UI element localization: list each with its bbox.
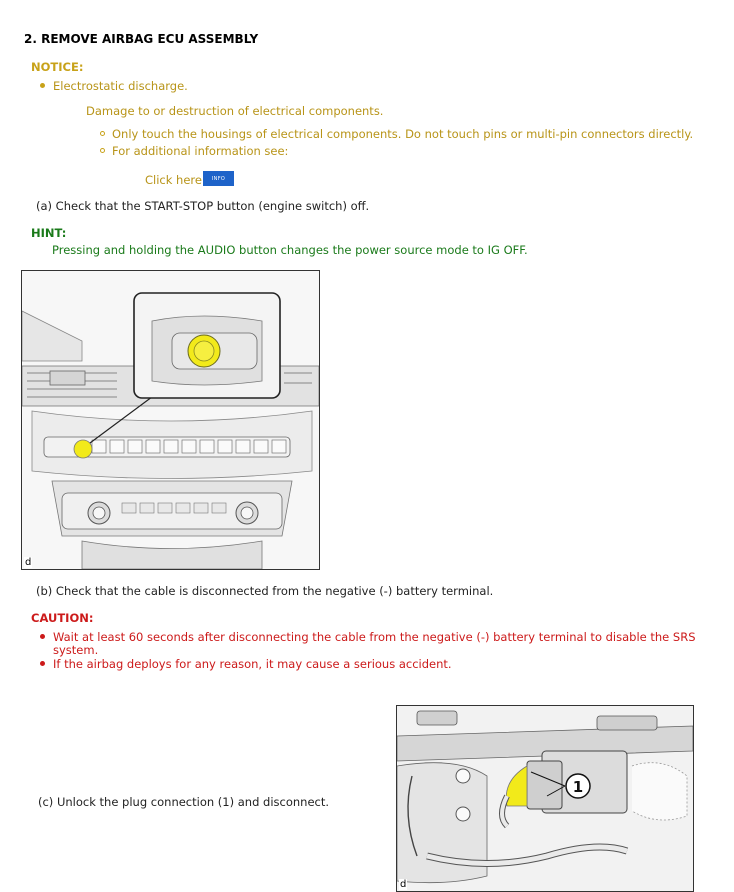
notice-heading: NOTICE: — [31, 60, 84, 74]
notice-item-2: For additional information see: — [112, 144, 289, 158]
step-c: (c) Unlock the plug connection (1) and disconnect. — [38, 795, 330, 809]
callout-number: 1 — [572, 778, 584, 796]
figure-label: d — [400, 879, 407, 890]
bullet-icon — [40, 661, 45, 666]
hint-heading: HINT: — [31, 226, 67, 240]
ecu-figure — [396, 705, 694, 892]
section-title: 2. REMOVE AIRBAG ECU ASSEMBLY — [24, 32, 259, 46]
hint-text: Pressing and holding the AUDIO button changes the power source mode to IG OFF. — [52, 243, 528, 257]
caution-item-1: Wait at least 60 seconds after disconnecting the cable from the negative (-) battery terminal to disable the SRS — [53, 630, 696, 644]
caution-item-2: If the airbag deploys for any reason, it may cause a serious accident. — [53, 657, 452, 671]
circle-bullet-icon — [100, 148, 105, 153]
bullet-icon — [40, 634, 45, 639]
notice-item-1: Only touch the housings of electrical components. Do not touch pins or multi-pin connectors directly. — [112, 127, 694, 141]
bullet-icon — [40, 83, 45, 88]
ecu-illustration — [397, 706, 693, 891]
figure-label: d — [25, 557, 32, 568]
caution-item-1-cont: system. — [53, 643, 99, 657]
click-here-link[interactable]: Click here — [145, 173, 202, 187]
notice-bullet: Electrostatic discharge. — [53, 79, 188, 93]
notice-sub: Damage to or destruction of electrical components. — [86, 104, 384, 118]
dashboard-figure — [21, 270, 320, 570]
circle-bullet-icon — [100, 131, 105, 136]
step-a: (a) Check that the START-STOP button (engine switch) off. — [36, 199, 370, 213]
info-button[interactable]: INFO — [203, 171, 234, 186]
caution-heading: CAUTION: — [31, 611, 94, 625]
dashboard-illustration — [22, 271, 319, 569]
step-b: (b) Check that the cable is disconnected from the negative (-) battery terminal. — [36, 584, 494, 598]
